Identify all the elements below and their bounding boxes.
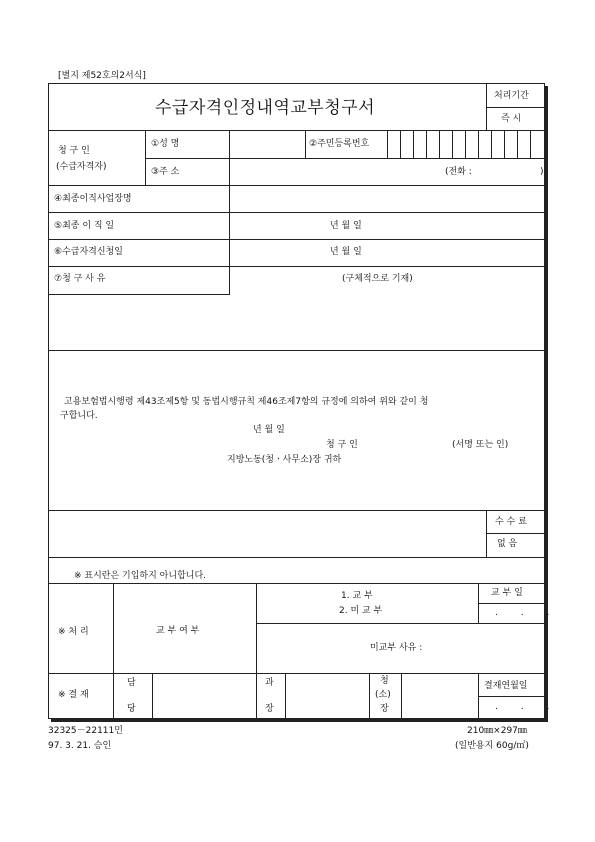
applicant-label: 청 구 인 <box>58 146 90 156</box>
last-separation-date[interactable]: 년 월 일 <box>330 221 362 231</box>
footer-size: 210㎜×297㎜ <box>467 726 527 736</box>
address-label: ③주 소 <box>151 167 180 177</box>
issue-date-value[interactable]: . . . <box>495 608 560 618</box>
office-chief-bottom: 장 <box>380 704 389 714</box>
rrn-label-right <box>387 130 388 158</box>
row-line-note <box>48 583 545 584</box>
form-title: 수급자격인정내역교부청구서 <box>155 98 375 118</box>
issuance-option-2[interactable]: 2. 미 교 부 <box>339 606 383 616</box>
rrn-box[interactable] <box>439 130 440 158</box>
office-use-note: ※ 표시란은 기입하지 아니합니다. <box>74 571 207 581</box>
fee-label: 수 수 료 <box>495 517 527 527</box>
office-chief-signature-box[interactable] <box>402 674 477 718</box>
staff-label-top: 담 <box>127 678 136 688</box>
processing-col2 <box>256 583 257 673</box>
non-issue-reason-label: 미교부 사유 : <box>370 643 423 653</box>
name-label: ①성 명 <box>151 139 180 149</box>
approval-date-value[interactable]: . . . <box>495 702 560 712</box>
reason-label: ⑦청 구 사 유 <box>54 274 106 284</box>
approval-col5 <box>369 673 370 719</box>
declaration-line2: 구합니다. <box>60 411 98 421</box>
rrn-box[interactable] <box>478 130 479 158</box>
issuance-label: 교 부 여 부 <box>156 626 200 636</box>
rrn-box[interactable] <box>504 130 505 158</box>
approval-label: ※ 결 재 <box>58 690 89 700</box>
office-chief-top: 청 <box>380 676 389 686</box>
footer-code: 32325－22111민 <box>48 726 123 736</box>
reason-hint: (구체적으로 기재) <box>342 274 413 284</box>
form-number: [별지 제52호의2서식] <box>58 71 146 81</box>
processing-period-value: 즉 시 <box>501 114 522 124</box>
row-line-workplace <box>48 212 545 213</box>
section-chief-signature-box[interactable] <box>286 674 368 718</box>
row-line-separation <box>48 239 545 240</box>
last-separation-label: ⑤최종 이 직 일 <box>54 221 115 231</box>
approval-col3 <box>256 673 257 719</box>
reason-label-bottom <box>48 294 230 295</box>
rrn-box[interactable] <box>530 130 531 158</box>
section-chief-top: 과 <box>265 678 274 688</box>
period-divider <box>486 107 545 108</box>
issue-date-mid <box>478 603 545 604</box>
qualification-request-label: ⑥수급자격신청일 <box>54 247 123 257</box>
processing-label: ※ 처 리 <box>58 627 89 637</box>
row-line-declaration <box>48 510 545 511</box>
declaration-line1: 고용보험법시행령 제43조제5항 및 동법시행규칙 제46조제7항의 규정에 의하여 위와 같이 청 <box>64 397 429 407</box>
staff-signature-box[interactable] <box>153 674 255 718</box>
row-line-fee <box>48 557 545 558</box>
rrn-label: ②주민등록번호 <box>309 139 370 149</box>
reason-field[interactable] <box>50 296 544 348</box>
approval-date-mid <box>478 696 545 697</box>
rrn-box[interactable] <box>465 130 466 158</box>
rrn-box[interactable] <box>452 130 453 158</box>
rrn-box[interactable] <box>491 130 492 158</box>
issue-date-label: 교 부 일 <box>491 588 523 598</box>
rrn-box[interactable] <box>426 130 427 158</box>
frame-shadow-right <box>545 86 548 722</box>
footer-approval: 97. 3. 21. 승인 <box>48 741 112 751</box>
phone-label: (전화 : <box>445 167 472 177</box>
qualification-request-date[interactable]: 년 월 일 <box>330 247 362 257</box>
declaration-addressee: 지방노동(청ㆍ사무소)장 귀하 <box>227 455 342 465</box>
signature-label: (서명 또는 인) <box>452 440 509 450</box>
rrn-box[interactable] <box>400 130 401 158</box>
rrn-box[interactable] <box>413 130 414 158</box>
approval-col1 <box>113 673 114 719</box>
approval-date-label: 결재연월일 <box>484 681 528 691</box>
declaration-applicant-label: 청 구 인 <box>326 440 358 450</box>
last-workplace-label: ④최종이직사업장명 <box>54 194 132 204</box>
processing-col1 <box>113 583 114 673</box>
processing-period-label: 처리기간 <box>494 91 529 101</box>
staff-label-bottom: 당 <box>127 704 136 714</box>
applicant-sub-label: (수급자격자) <box>56 162 107 172</box>
last-workplace-field[interactable] <box>230 186 544 212</box>
frame-shadow-bottom <box>51 719 548 722</box>
row-line-reason <box>48 350 545 351</box>
office-chief-mid: (소) <box>375 690 391 700</box>
fee-value: 없 음 <box>497 539 518 549</box>
rrn-box[interactable] <box>517 130 518 158</box>
footer-paper: (일반용지 60g/㎡) <box>455 741 529 751</box>
section-chief-bottom: 장 <box>265 704 274 714</box>
processing-mid-line <box>256 623 545 624</box>
name-field[interactable] <box>230 131 304 157</box>
phone-close: ) <box>540 167 544 177</box>
row-line-request <box>48 266 545 267</box>
declaration-date[interactable]: 년 월 일 <box>253 425 285 435</box>
address-field[interactable] <box>230 159 544 185</box>
rrn-label-left <box>305 130 306 158</box>
issuance-option-1[interactable]: 1. 교 부 <box>341 591 373 601</box>
fee-mid-line <box>486 533 545 534</box>
